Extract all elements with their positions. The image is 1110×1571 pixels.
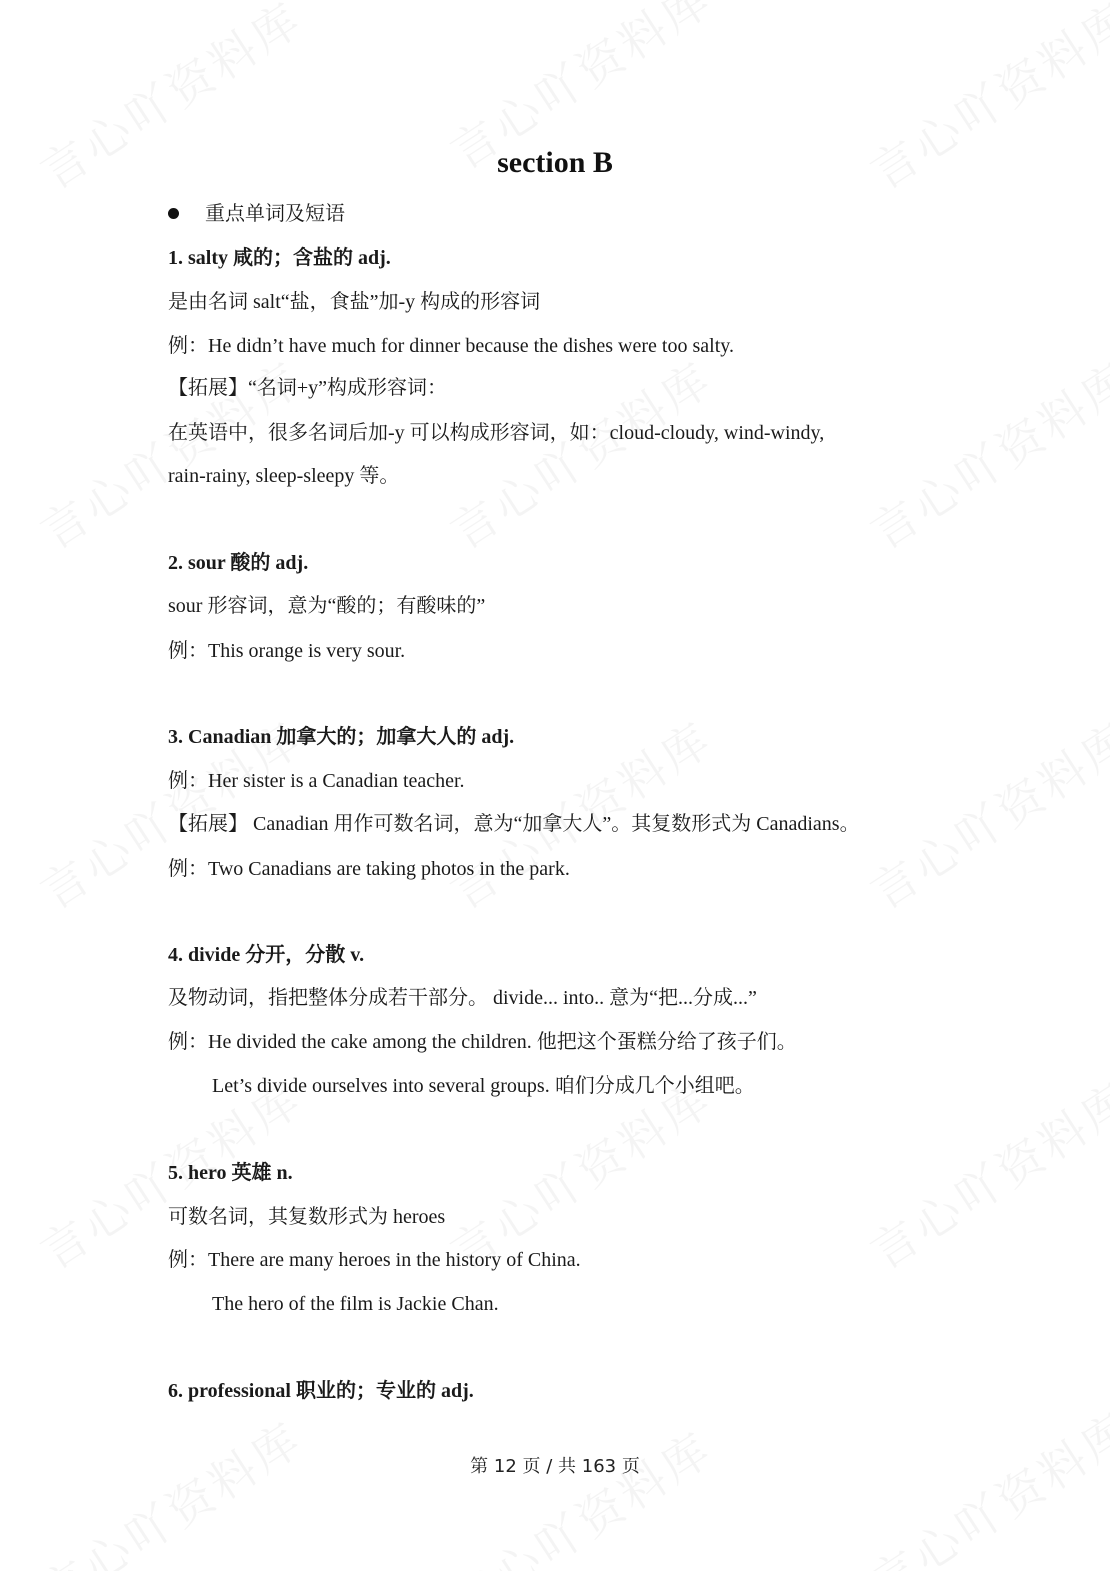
page-footer: 第 12 页 / 共 163 页 [470, 1456, 640, 1477]
watermark [26, 1404, 314, 1571]
entry-text: sour 形容词，意为“酸的；有酸味的” [168, 595, 486, 617]
entry-text: 可数名词，其复数形式为 heroes [168, 1206, 446, 1228]
watermark [436, 1414, 724, 1571]
entry-example: The hero of the film is Jackie Chan. [212, 1293, 499, 1315]
entry-example: 例：He didn’t have much for dinner because the dishes were too salty. [168, 335, 734, 357]
entry-heading: 2. sour 酸的 adj. [168, 552, 309, 574]
bullet-icon [168, 208, 179, 219]
entry-heading: 5. hero 英雄 n. [168, 1162, 293, 1184]
entry-text: 是由名词 salt“盐，食盐”加-y 构成的形容词 [168, 291, 541, 313]
entry-heading: 1. salty 咸的；含盐的 adj. [168, 247, 391, 269]
entry-text: rain-rainy, sleep-sleepy 等。 [168, 465, 400, 487]
entry-text: 【拓展】 Canadian 用作可数名词，意为“加拿大人”。其复数形式为 Canadians。 [168, 813, 860, 835]
entry-text: 在英语中，很多名词后加-y 可以构成形容词，如：cloud-cloudy, wind-windy, [168, 422, 825, 444]
watermark [856, 704, 1110, 923]
entry-heading: 4. divide 分开，分散 v. [168, 944, 365, 966]
entry-example: Let’s divide ourselves into several groups. 咱们分成几个小组吧。 [212, 1075, 755, 1097]
watermark [856, 1394, 1110, 1571]
entry-example: 例：This orange is very sour. [168, 640, 406, 662]
entry-text: 及物动词，指把整体分成若干部分。 divide... into.. 意为“把...分成...” [168, 987, 757, 1009]
bullet-heading: 重点单词及短语 [205, 203, 345, 225]
entry-example: 例：Her sister is a Canadian teacher. [168, 770, 465, 792]
entry-text: 【拓展】“名词+y”构成形容词： [168, 377, 448, 399]
entry-example: 例：He divided the cake among the children. 他把这个蛋糕分给了孩子们。 [168, 1031, 797, 1053]
watermark [856, 1064, 1110, 1283]
watermark [436, 344, 724, 563]
watermark [856, 344, 1110, 563]
bullet-heading-row [168, 200, 345, 228]
entry-heading: 3. Canadian 加拿大的；加拿大人的 adj. [168, 726, 515, 748]
entry-example: 例：There are many heroes in the history of China. [168, 1249, 581, 1271]
entry-example: 例：Two Canadians are taking photos in the park. [168, 858, 570, 880]
entry-heading: 6. professional 职业的；专业的 adj. [168, 1380, 474, 1402]
page-title: section B [497, 146, 613, 179]
